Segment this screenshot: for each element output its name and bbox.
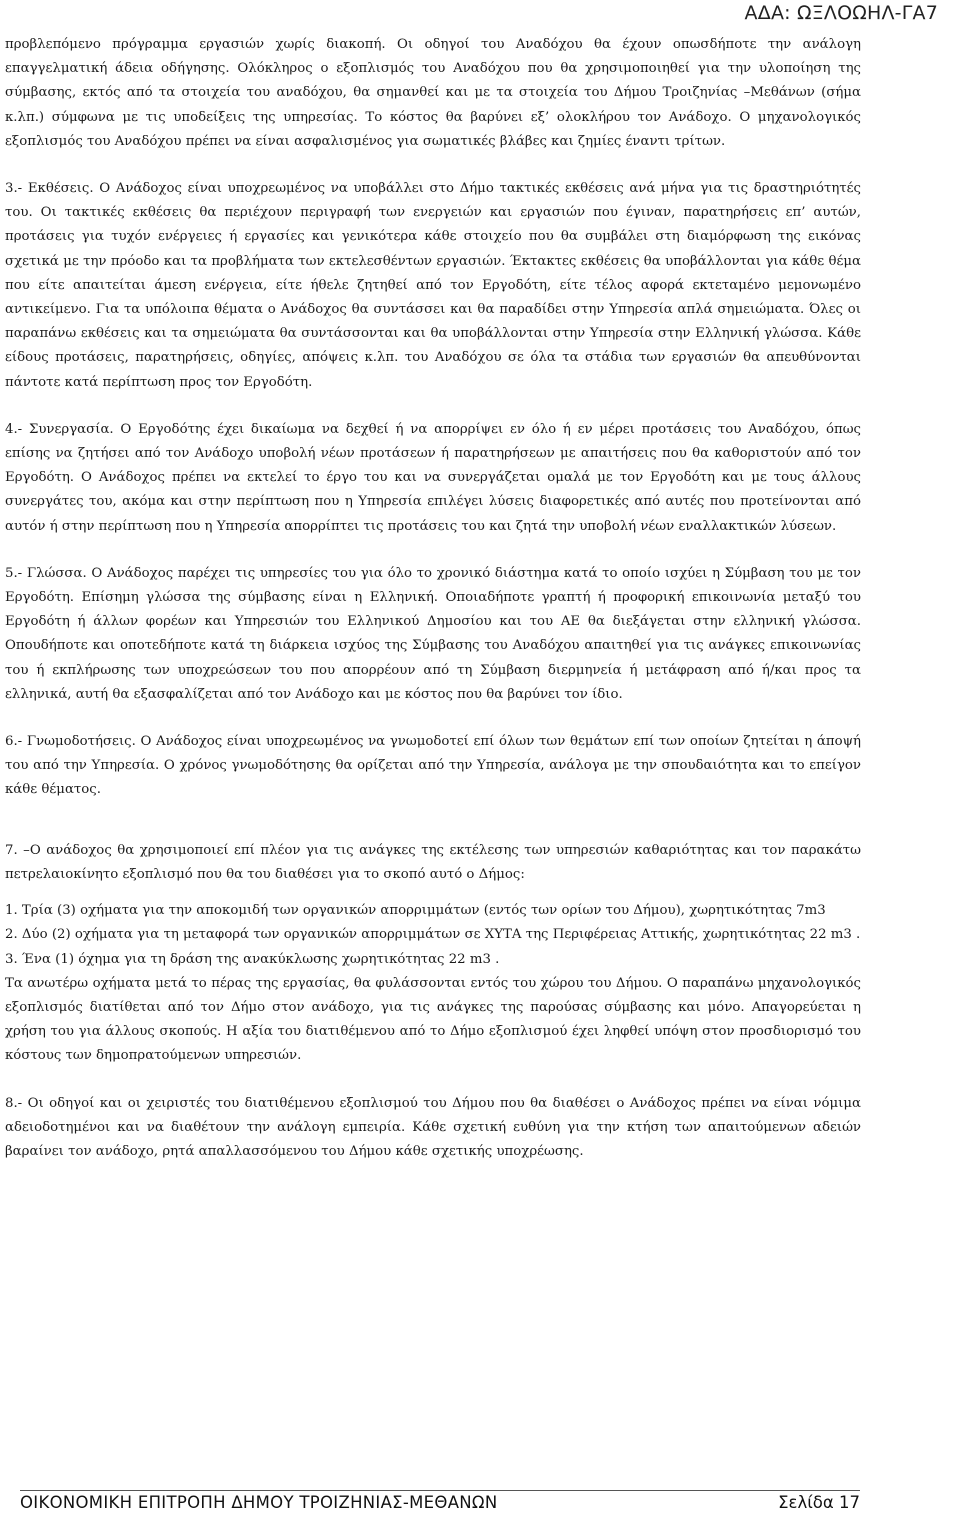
section-6-opinions: 6.- Γνωμοδοτήσεις. Ο Ανάδοχος είναι υποχρεωμένος να γνωμοδοτεί επί όλων των θεμάτων επί των οποίων ζητείται η άποψή του από την Υπηρεσία. Ο χρόνος γνωμοδότησης θα ορίζεται από την Υπηρεσία, ανάλογα με την σπουδαιότητα και το επείγον κάθε θέματος. [5, 734, 861, 798]
page-footer [20, 1490, 860, 1513]
footer-organization: ΟΙΚΟΝΟΜΙΚΗ ΕΠΙΤΡΟΠΗ ΔΗΜΟΥ ΤΡΟΙΖΗΝΙΑΣ-ΜΕΘΑΝΩΝ [20, 1493, 498, 1512]
list-item: 2. Δύο (2) οχήματα για τη μεταφορά των οργανικών απορριμμάτων σε ΧΥΤΑ της Περιφέρειας Αττικής, χωρητικότητας 22 m3 . [5, 927, 861, 943]
section-4-cooperation: 4.- Συνεργασία. Ο Εργοδότης έχει δικαίωμα να δεχθεί ή να απορρίψει εν όλο ή εν μέρει προτάσεις του Αναδόχου, όπως επίσης να ζητήσει από τον Ανάδοχο υποβολή νέων προτάσεων ή παρατηρήσεων με απαιτήσεις που θα καθοριστούν από τον Εργοδότη. Ο Ανάδοχος πρέπει να εκτελεί το έργο του και να συνεργάζεται ομαλά με τον Εργοδότη και με τους άλλους συνεργάτες του, ακόμα και στην περίπτωση που η Υπηρεσία επιλέγει λύσεις διαφορετικές από αυτές που προτείνονται από αυτόν ή στην περίπτωση που η Υπηρεσία απορρίπτει τις προτάσεις του και ζητά την υποβολή νέων εναλλακτικών λύσεων. [5, 421, 861, 534]
section-3-reports: 3.- Εκθέσεις. Ο Ανάδοχος είναι υποχρεωμένος να υποβάλλει στο Δήμο τακτικές εκθέσεις ανά μήνα για τις δραστηριότητές του. Οι τακτικές εκθέσεις θα περιέχουν περιγραφή των ενεργειών και εργασιών που έγιναν, παρατηρήσεις επ’ αυτών, προτάσεις για τυχόν ενέργειες ή εργασίες και γενικότερα κάθε στοιχείο που θα συμβάλει στη διαμόρφωση της εικόνας σχετικά με την πρόοδο και τα προβλήματα των εκτελεσθέντων εργασιών. Έκτακτες εκθέσεις θα υποβάλλονται για κάθε θέμα που είτε απαιτείται άμεση ενέργεια, είτε ήθελε ζητηθεί από τον Εργοδότη, είτε τέλος αφορά εκτεταμένο μεμονωμένο αντικείμενο. Για τα υπόλοιπα θέματα ο Ανάδοχος θα συντάσσει και θα παραδίδει στην Υπηρεσία απλά σημειώματα. Όλες οι παραπάνω εκθέσεις και τα σημειώματα θα συντάσσονται και θα υποβάλλονται στην Υπηρεσία στην Ελληνική γλώσσα. Κάθε είδους προτάσεις, παρατηρήσεις, οδηγίες, απόψεις κ.λπ. του Αναδόχου σε όλα τα στάδια των εργασιών θα απευθύνονται πάντοτε κατά περίπτωση προς τον Εργοδότη. [5, 181, 861, 390]
equipment-list [5, 899, 861, 972]
document-body [5, 33, 861, 1164]
section-7-outro: Τα ανωτέρω οχήματα μετά το πέρας της εργασίας, θα φυλάσσονται εντός του χώρου του Δήμου. Ο παραπάνω μηχανολογικός εξοπλισμός διατίθεται από τον Δήμο στον ανάδοχο, για τις ανάγκες της παρούσας σύμβασης και μόνο. Απαγορεύεται η χρήση του για άλλους σκοπούς. Η αξία του διατιθέμενου από το Δήμο εξοπλισμού έχει ληφθεί υπόψη στον προσδιορισμό του κόστους των δημοπρατούμενων υπηρεσιών. [5, 975, 861, 1064]
page-number: Σελίδα 17 [778, 1493, 860, 1512]
ada-code: ΑΔΑ: ΩΞΛΟΩΗΛ-ΓΑ7 [744, 2, 938, 24]
section-7-intro: 7. –Ο ανάδοχος θα χρησιμοποιεί επί πλέον για τις ανάγκες της εκτέλεσης των υπηρεσιών καθαριότητας και τον παρακάτω πετρελαιοκίνητο εξοπλισμό που θα του διαθέσει για το σκοπό αυτό ο Δήμος: [5, 842, 861, 882]
list-item: 3. Ένα (1) όχημα για τη δράση της ανακύκλωσης χωρητικότητας 22 m3 . [5, 951, 500, 967]
section-8-drivers: 8.- Οι οδηγοί και οι χειριστές του διατιθέμενου εξοπλισμού του Δήμου που θα διαθέσει ο Ανάδοχος πρέπει να είναι νόμιμα αδειοδοτημένοι και να διαθέτουν την ανάλογη εμπειρία. Κάθε σχετική ευθύνη για την κτήση των απαιτούμενων αδειών βαραίνει τον ανάδοχο, ρητά απαλλασσόμενου του Δήμου κάθε σχετικής υποχρέωσης. [5, 1095, 861, 1159]
paragraph-intro: προβλεπόμενο πρόγραμμα εργασιών χωρίς διακοπή. Οι οδηγοί του Αναδόχου θα έχουν οπωσδήποτε την ανάλογη επαγγελματική άδεια οδήγησης. Ολόκληρος ο εξοπλισμός του Αναδόχου που θα χρησιμοποιηθεί για την υλοποίηση της σύμβασης, εκτός από τα στοιχεία του αναδόχου, θα σημανθεί και με τα στοιχεία του Δήμου Τροιζηνίας –Μεθάνων (σήμα κ.λπ.) σύμφωνα με τις υποδείξεις της υπηρεσίας. Το κόστος θα βαρύνει εξ’ ολοκλήρου τον Ανάδοχο. Ο μηχανολογικός εξοπλισμός του Αναδόχου πρέπει να είναι ασφαλισμένος για σωματικές βλάβες και ζημίες έναντι τρίτων. [5, 37, 861, 149]
section-5-language: 5.- Γλώσσα. Ο Ανάδοχος παρέχει τις υπηρεσίες του για όλο το χρονικό διάστημα κατά το οποίο ισχύει η Σύμβαση του με τον Εργοδότη. Επίσημη γλώσσα της σύμβασης είναι η Ελληνική. Οποιαδήποτε γραπτή ή προφορική επικοινωνία μεταξύ του Εργοδότη ή άλλων φορέων και Υπηρεσιών του Ελληνικού Δημοσίου και του ΑΕ θα διεξάγεται στην ελληνική γλώσσα. Οπουδήποτε και οποτεδήποτε κατά τη διάρκεια ισχύος της Σύμβασης του Αναδόχου απαιτηθεί για τις ανάγκες επικοινωνίας του ή εκπλήρωσης των υποχρεώσεων του που απορρέουν από τη Σύμβαση διερμηνεία ή μετάφραση από ή/και προς τα ελληνικά, αυτή θα εξασφαλίζεται από τον Ανάδοχο και με κόστος που θα βαρύνει τον ίδιο. [5, 565, 861, 702]
list-item: 1. Τρία (3) οχήματα για την αποκομιδή των οργανικών απορριμμάτων (εντός των ορίων του Δήμου), χωρητικότητας 7m3 [5, 903, 826, 919]
